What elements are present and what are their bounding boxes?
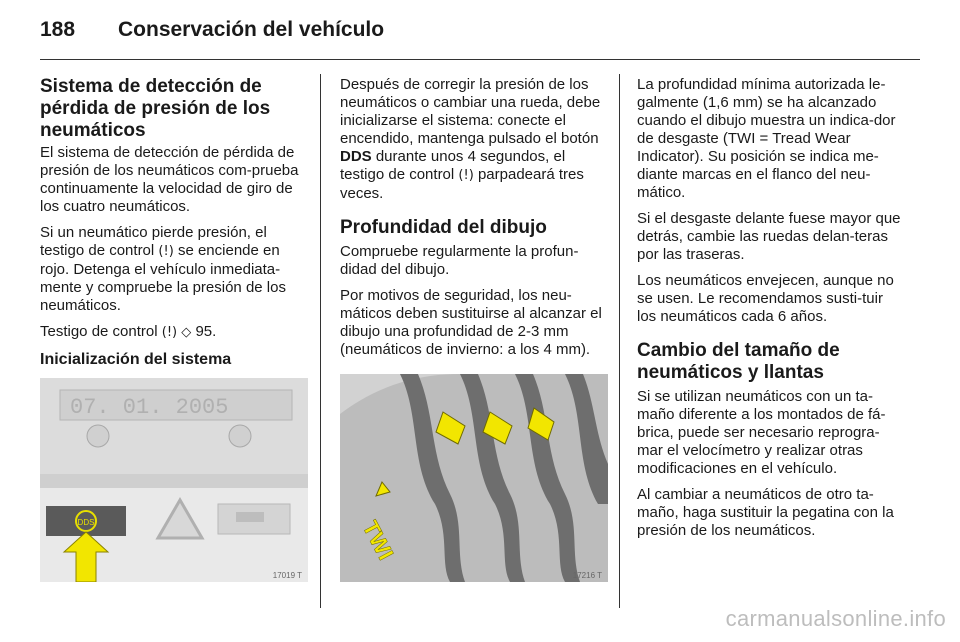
tire-tread-illustration [340, 374, 608, 582]
watermark: carmanualsonline.info [725, 606, 946, 631]
paragraph: Si se utilizan neumáticos con un ta-maño diferente a los montados de fá-brica, puede ser necesario reprogra-mar el velocímetro y realizar otras modificaciones en el vehículo. [637, 388, 886, 477]
dds-button-label: DDS [77, 518, 95, 527]
paragraph: Compruebe regularmente la profun-didad del dibujo. [340, 243, 579, 278]
section-heading-tire-size: Cambio del tamaño de neumáticos y llantas [637, 340, 840, 383]
section-heading-tread-depth: Profundidad del dibujo [340, 217, 547, 238]
figure-dds-button [40, 378, 308, 582]
dds-button-name: DDS [340, 148, 372, 165]
clock-display-text: 07. 01. 2005 [70, 395, 229, 420]
tire-pressure-warning-icon: (!) [161, 325, 178, 340]
knob-left [87, 425, 109, 447]
chapter-title: Conservación del vehículo [118, 18, 385, 41]
knob-right [229, 425, 251, 447]
paragraph: Al cambiar a neumáticos de otro ta-maño, haga sustituir la pegatina con la presión de los neumáticos. [637, 486, 894, 539]
paragraph: Si el desgaste delante fuese mayor que detrás, cambie las ruedas delan-teras por las traseras. [637, 210, 901, 263]
dashboard-illustration [40, 378, 308, 582]
page-number: 188 [40, 18, 76, 41]
paragraph: El sistema de detección de pérdida de presión de los neumáticos com-prueba continuamente la velocidad de giro de los cuatro neumáticos. [40, 144, 299, 215]
paragraph: Testigo de control (!) ◇ 95. [40, 323, 217, 340]
paragraph: Los neumáticos envejecen, aunque no se usen. Le recomendamos susti-tuir los neumáticos cada 6 años. [637, 272, 894, 325]
section-heading-tpms: Sistema de detección de pérdida de presión de los neumáticos [40, 76, 271, 141]
twi-label: TWI [357, 516, 399, 564]
column-divider [619, 74, 620, 608]
column-2 [340, 76, 608, 367]
column-3 [637, 76, 905, 548]
paragraph: La profundidad mínima autorizada le-galmente (1,6 mm) se ha alcanzado cuando el dibujo muestra un indica-dor de desgaste (TWI = Tread Wear Indicator). Su posición se indica me-diante marcas en el flanco del neu-mático. [637, 76, 896, 201]
header-divider [40, 59, 920, 60]
paragraph: Si un neumático pierde presión, el testigo de control (!) se enciende en rojo. Detenga el vehículo inmediata-mente y compruebe la presión de los neumáticos. [40, 224, 286, 314]
paragraph: Después de corregir la presión de los neumáticos o cambiar una rueda, debe inicializarse el sistema: conecte el encendido, mantenga pulsado el botón DDS durante unos 4 segundos, el testigo de control (!) parpadeará tres veces. [340, 76, 601, 202]
figure-code: 17216 T [572, 571, 602, 580]
page-reference-icon: ◇ [181, 325, 192, 340]
figure-code: 17019 T [272, 571, 302, 580]
figure-tread-wear-indicator [340, 374, 608, 582]
column-1 [40, 76, 308, 370]
column-divider [320, 74, 321, 608]
tire-pressure-warning-icon: (!) [458, 168, 474, 183]
tire-pressure-warning-icon: (!) [158, 244, 174, 259]
subheading-system-init: Inicialización del sistema [40, 351, 232, 368]
page-header [40, 16, 920, 56]
paragraph: Por motivos de seguridad, los neu-máticos deben sustituirse al alcanzar el dibujo una profundidad de 2-3 mm (neumáticos de invierno: a los 4 mm). [340, 287, 602, 358]
